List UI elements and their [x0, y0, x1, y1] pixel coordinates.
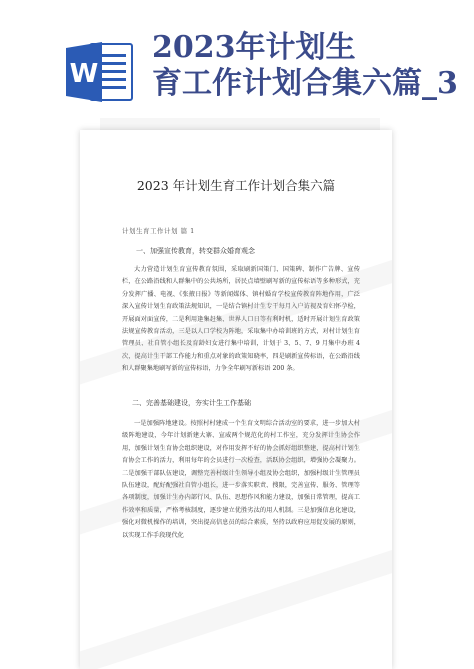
page-title-line1: 2023年计划生: [152, 30, 356, 65]
document-title: 2023 年计划生育工作计划合集六篇: [136, 178, 336, 193]
document-page: [80, 130, 392, 669]
page-title-line2: 育工作计划合集六篇_3: [152, 66, 458, 101]
section-label: 计划生育工作计划 篇 1: [122, 227, 195, 235]
word-document-icon: [66, 40, 136, 104]
page-title: [152, 30, 474, 102]
paragraph-2: 一是加强阵地建设。按照村村建成一个生育文明综合活动室的要求，进一步加大村级阵地建设，今年计划新建大寨、宣威两个规范化的村工作室，充分发挥计生协会作用，加强计划生育协会组织建设，对作用发挥不好的协会抓好组织整建，提高村计划生育协会工作的活力，利用每年的会员进行一次检查，活跃协会组织，增强协会凝聚力。二是加强干部队伍建设，调整完善村级计生领导小组及协会组织，加强村级计生管理员队伍建设，配好配强社自管小组长，进一步落实职责、搜限，完善宣传、服务、管理等各项制度，加强计生办内部行风、队伍、思想作风和能力建设，加强日常管理，提高工作效率和质量，严格考核制度，逐步建立优胜劣汰的用人机制。三是加强信息化建设，强化对微机操作的培训，突出提高信息员的综合素质，坚持以政府应用促发展的原则，以实现工作手段现代化: [122, 420, 360, 539]
header: [0, 0, 474, 124]
heading-2: 二、完善基础建设，夯实计生工作基础: [132, 399, 251, 407]
paragraph-1: 大力营造计划生育宣传教育氛围，采取刷新国策门、国策碑、制作广告牌、宣传栏，在公路沿线和人群集中的公共场所，居民点墙壁刷写新的宣传标语等多种形式，充分发挥广播、电视、《张掖日报》等新闻媒体、镇村婚育学校宣传教育阵地作用，广泛深入宣传计划生育政策法规知识，一是结合镇村计生专干每月入户访视及育妇怀孕检，开展面对面宣传，二是利用逢集赶集、世界人口日等有利时机，适时开展计划生育政策法规宣传教育活动，三是以人口学校为阵地，采取集中办培训班的方式，对村计划生育管理员、社自管小组长及育龄妇女进行集中培训，计划于 3、5、7、9 月集中办班 4 次，提高计生干部工作能力和重点对象的政策知晓率，四是刷新宣传标语，在公路沿线和人群聚集地刷写新的宣传标语，力争全年刷写新标语 200 条。: [122, 266, 360, 373]
word-icon-letter: W: [69, 59, 99, 89]
heading-1: 一、加强宣传教育，转变群众婚育观念: [136, 247, 255, 255]
